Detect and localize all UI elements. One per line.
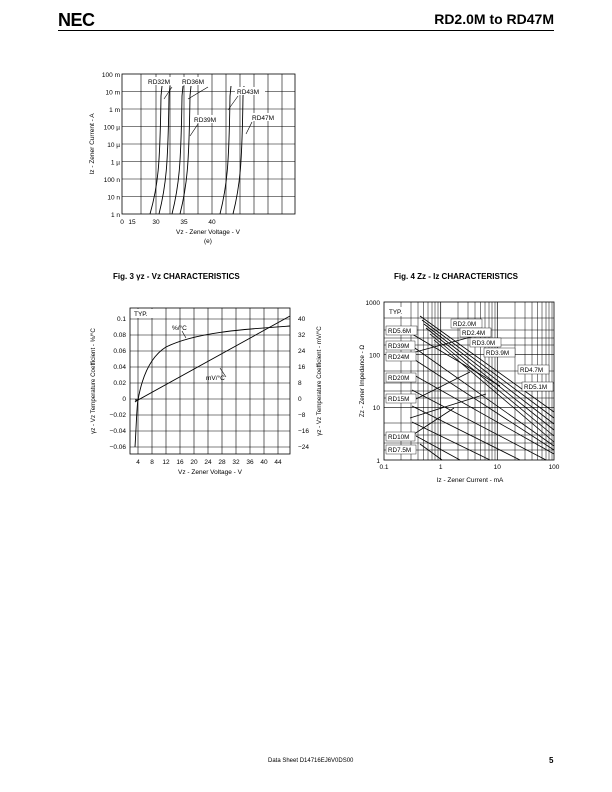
figure-3-chart (86, 302, 332, 488)
y-tick-left: 0 (122, 396, 126, 403)
y-axis-label-right: γz - Vz Temperature Coefficient - mV/°C (316, 326, 323, 436)
x-tick: 30 (152, 219, 160, 226)
x-tick: 100 (548, 464, 560, 471)
document-title: RD2.0M to RD47M (434, 11, 554, 27)
y-tick: 1 µ (110, 159, 120, 167)
curve-label: RD10M (388, 434, 410, 441)
y-tick: 100 n (103, 177, 120, 184)
y-tick: 100 µ (103, 124, 120, 132)
y-tick: 100 (369, 352, 380, 360)
curve-label: RD43M (237, 89, 260, 96)
x-tick: 40 (260, 459, 268, 466)
y-tick-left: 0.06 (113, 348, 126, 355)
figure-e (80, 66, 310, 256)
y-tick-left: −0.04 (109, 428, 126, 435)
y-axis-label-left: γz - Vz Temperature Coefficient - %/°C (90, 328, 97, 434)
curve-label: RD5.6M (388, 328, 412, 335)
x-tick: 24 (204, 459, 212, 466)
y-tick-right: 24 (298, 348, 306, 355)
x-tick: 36 (246, 459, 254, 466)
y-tick-right: 8 (298, 380, 302, 387)
y-tick: 10 (372, 405, 380, 412)
y-tick-right: −8 (298, 412, 306, 419)
curve-label: RD36M (182, 79, 205, 86)
x-tick: 16 (176, 459, 184, 466)
x-axis-label: Vz - Zener Voltage - V (176, 229, 240, 236)
curve-label: RD20M (388, 375, 410, 382)
figure-3-caption: Fig. 3 γz - Vz CHARACTERISTICS (113, 272, 240, 281)
x-axis-label: Iz - Zener Current - mA (436, 477, 504, 484)
y-axis-label: Zz - Zener Impedance - Ω (359, 344, 366, 418)
x-tick: 28 (218, 459, 226, 466)
curve-label: RD2.4M (462, 330, 486, 337)
x-tick: 12 (162, 459, 170, 466)
y-tick: 10 m (105, 89, 120, 97)
figure-4-chart (350, 294, 570, 490)
x-tick: 8 (150, 459, 154, 466)
curve-label: RD32M (148, 79, 171, 86)
figure-sublabel: (e) (204, 238, 212, 245)
nec-logo: NEC (58, 10, 95, 30)
y-tick-left: −0.06 (109, 444, 126, 451)
x-tick: 0 (120, 219, 124, 226)
figure-4-caption: Fig. 4 Zz - Iz CHARACTERISTICS (394, 272, 518, 281)
curve-label: RD15M (388, 396, 410, 403)
page-number: 5 (549, 756, 554, 765)
typ-label: TYP. (134, 311, 148, 318)
x-tick: 4 (136, 459, 140, 466)
curve-label: RD3.9M (486, 350, 510, 357)
curve-label: RD39M (194, 117, 217, 124)
curve-label: RD4.7M (520, 367, 544, 374)
typ-label: TYP. (389, 309, 403, 316)
y-tick: 10 n (107, 194, 120, 202)
y-tick-right: 32 (298, 332, 306, 339)
y-tick-left: 0.02 (113, 380, 126, 387)
x-tick: 10 (493, 464, 501, 471)
curve-label: RD5.1M (524, 384, 548, 391)
y-tick-left: 0.04 (113, 364, 126, 371)
y-tick: 100 m (101, 72, 120, 79)
y-tick-left: −0.02 (109, 412, 126, 419)
y-tick: 1000 (365, 300, 380, 307)
curve-label-mv: mV/°C (206, 375, 225, 382)
y-tick-right: −16 (298, 428, 310, 435)
x-tick: 35 (180, 219, 188, 226)
curve-label: RD47M (252, 115, 275, 122)
y-tick-left: 0.1 (116, 316, 126, 323)
y-tick: 10 µ (107, 142, 120, 149)
x-tick: 40 (208, 219, 216, 226)
y-tick: 1 m (109, 107, 120, 114)
footer-doc-number: Data Sheet D14716EJ6V0DS00 (268, 758, 354, 764)
header-rule (58, 30, 554, 31)
curve-label: RD7.5M (388, 447, 412, 454)
x-tick: 44 (274, 459, 282, 466)
y-tick-left: 0.08 (113, 332, 126, 339)
curve-label-pct: %/°C (172, 325, 187, 332)
curve-label: RD24M (388, 354, 410, 361)
y-tick: 1 n (110, 212, 120, 219)
curve-label: RD3.0M (472, 340, 496, 347)
y-tick-right: 40 (298, 316, 306, 323)
y-tick: 1 (376, 458, 380, 465)
curve-label: RD2.0M (453, 321, 477, 328)
curve-label: RD39M (388, 343, 410, 350)
x-tick: 0.1 (379, 464, 389, 471)
x-tick: 15 (128, 219, 136, 226)
y-tick-right: 0 (298, 396, 302, 403)
y-tick-right: −24 (298, 444, 310, 451)
x-tick: 1 (438, 464, 443, 471)
y-tick-right: 16 (298, 364, 306, 371)
y-axis-label: Iz - Zener Current - A (89, 113, 96, 175)
x-axis-label: Vz - Zener Voltage - V (178, 469, 242, 476)
x-tick: 20 (190, 459, 198, 466)
x-tick: 32 (232, 459, 240, 466)
